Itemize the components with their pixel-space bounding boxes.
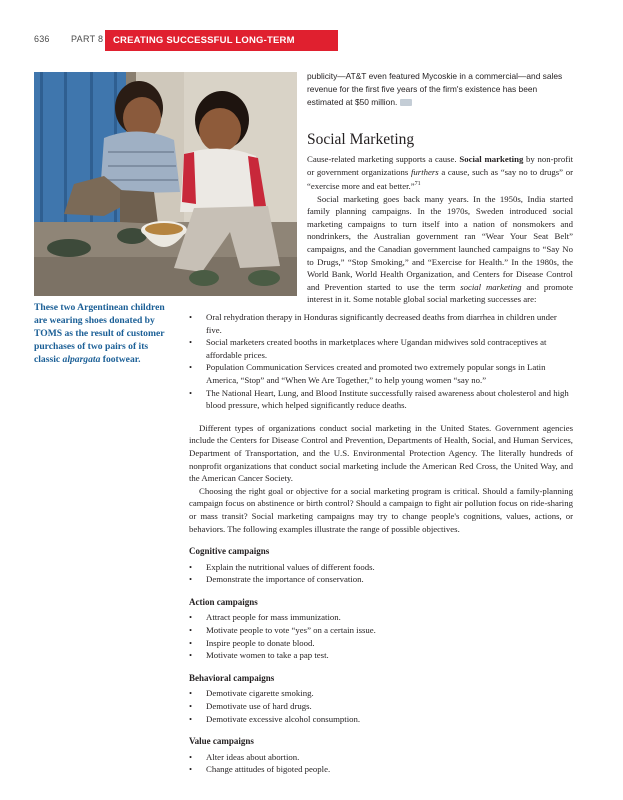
section-title: Social Marketing [307, 131, 415, 148]
campaign-heading-cognitive: Cognitive campaigns [189, 546, 270, 557]
text-run: and promote interest in it. Some notable global social marketing successes are: [307, 281, 573, 305]
intro-paragraph [307, 70, 572, 109]
part-title-banner: CREATING SUCCESSFUL LONG-TERM GROWTH [105, 30, 338, 51]
key-term: Social marketing [459, 154, 524, 164]
text-run: by non-profit or government organizations [307, 154, 574, 177]
list-item: • Demonstrate the importance of conservation. [189, 573, 573, 586]
list-item: • Motivate people to vote “yes” on a certain issue. [189, 624, 573, 637]
main-column [189, 311, 573, 776]
section-intro [307, 153, 573, 306]
list-item: • Social marketers created booths in marketplaces where Ugandan midwives sold contraceptives at affordable prices. [189, 336, 573, 361]
list-item: • Demotivate excessive alcohol consumption. [189, 713, 573, 726]
footnote-ref: 71 [414, 181, 421, 188]
campaign-heading-action: Action campaigns [189, 596, 258, 607]
definition-paragraph [307, 153, 573, 193]
list-item: • Demotivate use of hard drugs. [189, 700, 573, 713]
list-item: • Inspire people to donate blood. [189, 637, 573, 650]
campaign-heading-value: Value campaigns [189, 736, 254, 747]
photo-caption [34, 301, 174, 366]
list-item: • The National Heart, Lung, and Blood Institute successfully raised awareness about cholesterol and high blood pressure, which helped significantly reduce deaths. [189, 387, 573, 412]
text-run: Cause-related marketing supports a cause. [307, 154, 460, 164]
list-item: • Population Communication Services created and promoted two extremely popular songs in Latin America, “Stop” and “When We Are Together,” to help young women “say no.” [189, 361, 573, 386]
history-paragraph [307, 193, 573, 306]
caption-text: These two Argentinean children are wearing shoes donated by TOMS as the result of customer purchases of two pairs of its classic [34, 302, 165, 365]
value-list [189, 751, 573, 776]
intro-text: publicity—AT&T even featured Mycoskie in a commercial—and sales revenue for the first five years of the firm's existence has been estimated at $50 million. [307, 71, 563, 107]
action-list [189, 611, 573, 661]
list-item: • Motivate women to take a pap test. [189, 649, 573, 662]
text-run: Social marketing goes back many years. In the 1950s, India started family planning campaigns. In the 1970s, Sweden introduced social marketing campaigns to turn itself into a nation of nonsmokers and nondrinkers, the Australian government ran “Wear Your Seat Belt” campaigns, and the Canadian government launched campaigns to “Say No to Drugs,” “Stop Smoking,” and “Exercise for Health.” In the 1980s, the World Bank, World Health Organization, and Centers for Disease Control and Prevention started to use the term [307, 193, 573, 292]
text-run: a cause, such as “say no to drugs” or “exercise more and eat better.” [307, 166, 573, 192]
list-item: • Attract people for mass immunization. [189, 611, 573, 624]
list-item: • Demotivate cigarette smoking. [189, 687, 573, 700]
caption-text-end: footwear. [100, 354, 141, 365]
cognitive-list [189, 561, 573, 586]
campaign-heading-behavioral: Behavioral campaigns [189, 672, 275, 683]
part-label: PART 8 [71, 34, 104, 44]
emphasis-term: social marketing [460, 281, 522, 292]
body-paragraph: Choosing the right goal or objective for a social marketing program is critical. Should a family-planning campaign focus on abstinence or birth control? Should a campaign to fight air pollution focus on ride-sharing or mass transit? Social marketing campaigns may try to change people's cognitions, values, actions, or behaviors. The following examples illustrate the range of possible objectives. [189, 485, 573, 534]
list-item: • Change attitudes of bigoted people. [189, 763, 573, 776]
successes-list [189, 311, 573, 412]
emphasis-term: furthers [410, 166, 439, 177]
cross-reference-marker [400, 99, 412, 106]
page-header [0, 30, 338, 67]
behavioral-list [189, 687, 573, 725]
list-item: • Alter ideas about abortion. [189, 751, 573, 764]
body-paragraph: Different types of organizations conduct social marketing in the United States. Government agencies include the Centers for Disease Control and Prevention, Departments of Health, Social, and Human Services, Department of Transportation, and the U.S. Environmental Protection Agency. The literally hundreds of nonprofit organizations that conduct social marketing include the American Red Cross, the United Way, and the American Cancer Society. [189, 422, 573, 484]
list-item: • Explain the nutritional values of different foods. [189, 561, 573, 574]
page-number: 636 [34, 34, 50, 44]
caption-italic-term: alpargata [62, 354, 101, 365]
children-photo [34, 72, 297, 296]
list-item: • Oral rehydration therapy in Honduras significantly decreased deaths from diarrhea in children under five. [189, 311, 573, 336]
